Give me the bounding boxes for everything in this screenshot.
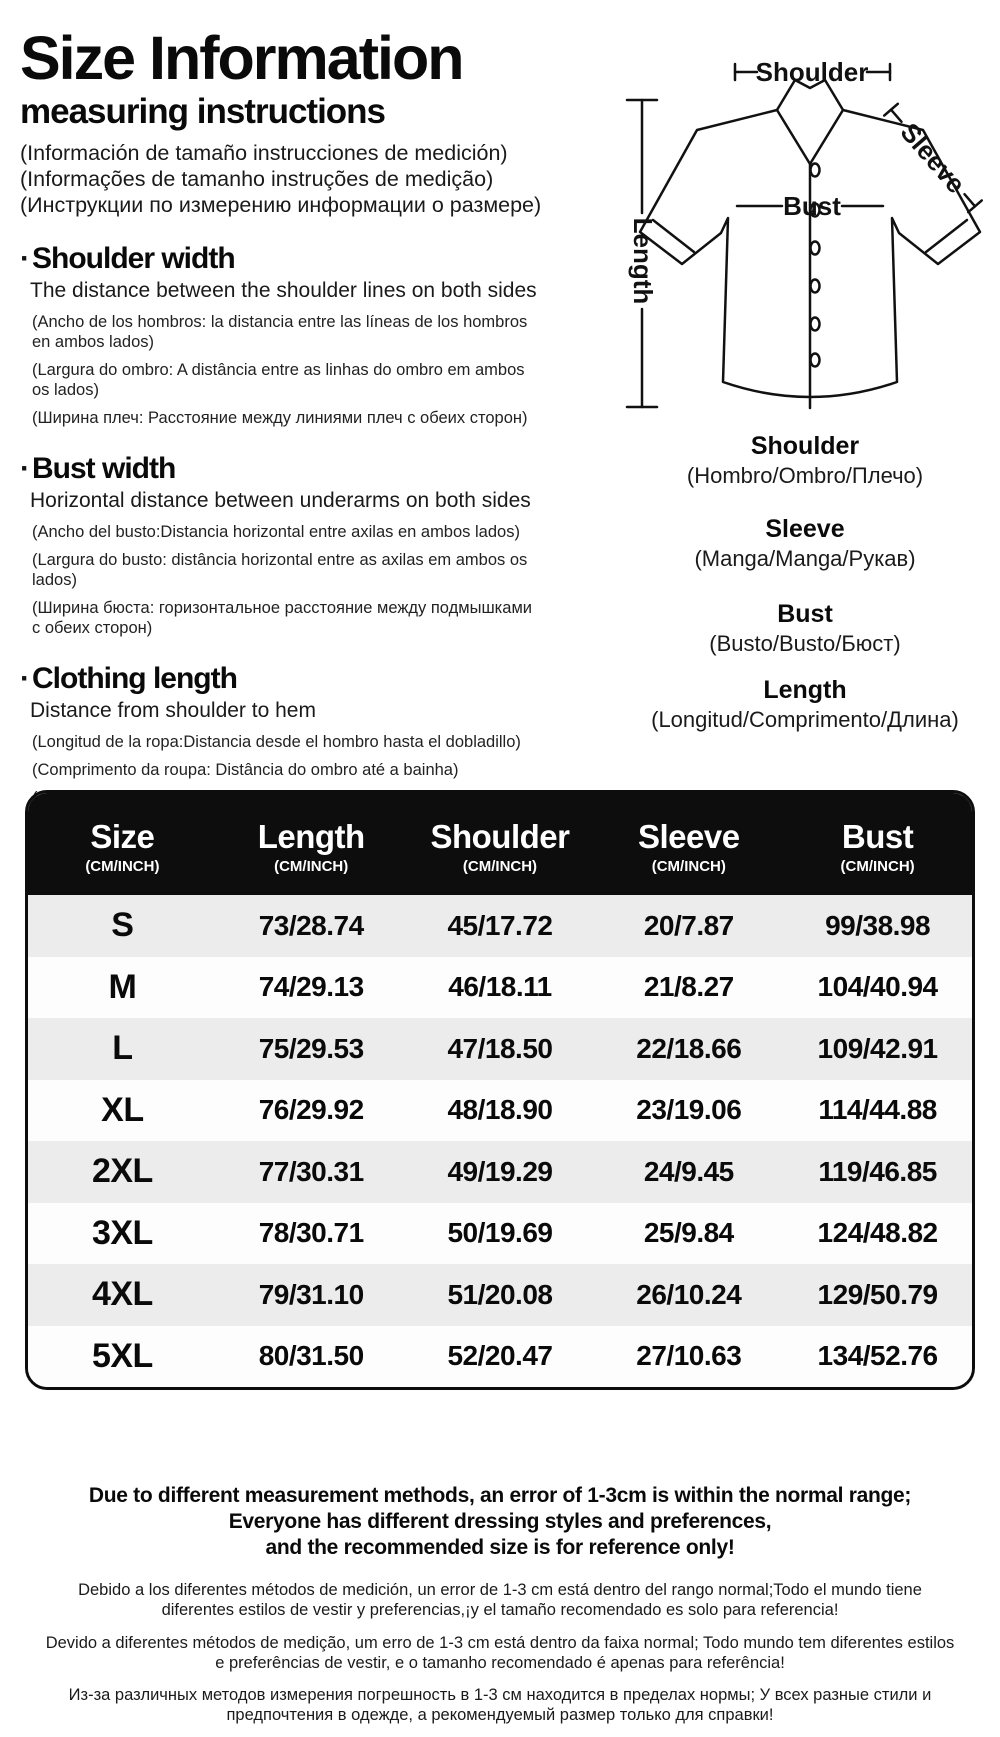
- column-unit: (CM/INCH): [651, 857, 726, 875]
- length-value: 76/29.92: [258, 1094, 364, 1126]
- legend-shoulder: [590, 432, 1000, 489]
- subtitle-translation-ru: (Инструкции по измерению информации о размере): [20, 192, 542, 217]
- shoulder-value: 46/18.11: [448, 971, 552, 1003]
- legend-term: Length: [763, 676, 847, 704]
- legend-bust: [590, 600, 1000, 657]
- size-table: [25, 790, 975, 1390]
- section-translation-ru: (Ширина плеч: Расстояние между линиями плеч с обеих сторон): [32, 408, 528, 427]
- page-subtitle: measuring instructions: [20, 92, 386, 131]
- sleeve-value: 25/9.84: [643, 1217, 734, 1249]
- section-translation-pt: (Largura do busto: distância horizontal entre as axilas em ambos os lados): [32, 550, 528, 589]
- size-value: XL: [101, 1090, 144, 1129]
- column-unit: (CM/INCH): [274, 857, 349, 875]
- column-unit: (CM/INCH): [840, 857, 915, 875]
- sleeve-value: 23/19.06: [636, 1094, 742, 1126]
- bust-value: 109/42.91: [817, 1032, 938, 1064]
- bust-value: 124/48.82: [817, 1217, 938, 1249]
- legend-translation: (Busto/Busto/Бюст): [709, 630, 901, 656]
- bullet-icon: ·: [20, 451, 30, 485]
- section-translation-ru: (Ширина бюста: горизонтальное расстояние между подмышками с обеих сторон): [32, 598, 533, 637]
- shoulder-label: Shoulder: [755, 57, 869, 87]
- section-translation-es: (Longitud de la ropa:Distancia desde el hombro hasta el dobladillo): [32, 732, 521, 751]
- legend-translation: (Longitud/Comprimento/Длина): [651, 706, 959, 732]
- legend-translation: (Manga/Manga/Рукав): [694, 545, 916, 571]
- sleeve-value: 22/18.66: [636, 1032, 742, 1064]
- column-header-sleeve: [594, 793, 783, 895]
- column-header-bust: [783, 793, 972, 895]
- length-label: Length: [628, 217, 658, 305]
- shirt-measurement-diagram: [545, 30, 1000, 422]
- length-value: 78/30.71: [258, 1217, 364, 1249]
- bust-value: 119/46.85: [818, 1155, 937, 1187]
- table-row-3xl: [28, 1203, 972, 1265]
- table-row-xl: [28, 1080, 972, 1142]
- table-row-l: [28, 1018, 972, 1080]
- bust-value: 129/50.79: [817, 1278, 938, 1310]
- column-label: Sleeve: [637, 817, 740, 855]
- section-title: Shoulder width: [32, 241, 235, 275]
- section-translation-es: (Ancho del busto:Distancia horizontal entre axilas en ambos lados): [32, 522, 520, 541]
- sleeve-value: 27/10.63: [636, 1340, 742, 1372]
- shoulder-value: 49/19.29: [447, 1155, 553, 1187]
- disclaimer-line: Everyone has different dressing styles and preferences,: [228, 1510, 772, 1533]
- table-row-2xl: [28, 1141, 972, 1203]
- section-clothing-length: [20, 662, 550, 808]
- column-label: Length: [257, 817, 365, 855]
- bullet-icon: ·: [20, 661, 30, 695]
- length-value: 75/29.53: [258, 1032, 364, 1064]
- disclaimer-line: Due to different measurement methods, an error of 1-3cm is within the normal range;: [88, 1484, 912, 1507]
- shoulder-value: 52/20.47: [447, 1340, 553, 1372]
- legend-length: [590, 676, 1000, 733]
- sleeve-value: 24/9.45: [643, 1155, 734, 1187]
- column-label: Shoulder: [430, 817, 570, 855]
- sleeve-value: 20/7.87: [643, 909, 734, 941]
- column-unit: (CM/INCH): [85, 857, 160, 875]
- length-measure-line: [627, 100, 658, 407]
- sleeve-value: 21/8.27: [643, 971, 734, 1003]
- disclaimer-translation-es: Debido a los diferentes métodos de medición, un error de 1-3 cm está dentro del rango normal;Todo el mundo tiene diferentes estilos de vestir y preferencias,¡y el tamaño recomendado es solo para referencia!: [78, 1581, 922, 1619]
- size-table-header: [28, 793, 972, 895]
- subtitle-translation-pt: (Informações de tamanho instruções de medição): [20, 166, 494, 191]
- instructions-column: [20, 24, 550, 808]
- shoulder-value: 48/18.90: [447, 1094, 553, 1126]
- bust-label: Bust: [783, 191, 841, 221]
- table-row-5xl: [28, 1326, 972, 1388]
- section-translation-es: (Ancho de los hombros: la distancia entre las líneas de los hombros en ambos lados): [32, 312, 528, 351]
- length-value: 74/29.13: [258, 971, 364, 1003]
- section-bust-width: [20, 452, 550, 638]
- length-value: 80/31.50: [258, 1340, 364, 1372]
- section-translation-pt: (Largura do ombro: A distância entre as linhas do ombro em ambos os lados): [32, 360, 525, 399]
- bust-value: 99/38.98: [825, 909, 931, 941]
- shoulder-value: 50/19.69: [447, 1217, 553, 1249]
- disclaimer-translation-pt: Devido a diferentes métodos de medição, um erro de 1-3 cm está dentro da faixa normal; Todo mundo tem diferentes estilos e preferências de vestir, e o tamanho recomendado é apenas para referência!: [45, 1634, 955, 1672]
- sleeve-label: Sleeve: [894, 117, 972, 199]
- legend-sleeve: [590, 515, 1000, 572]
- legend-term: Bust: [777, 600, 833, 628]
- section-title: Clothing length: [32, 661, 237, 695]
- column-unit: (CM/INCH): [462, 857, 538, 875]
- table-row-4xl: [28, 1264, 972, 1326]
- sleeve-value: 26/10.24: [636, 1278, 742, 1310]
- column-label: Bust: [841, 817, 914, 855]
- bullet-icon: ·: [20, 241, 30, 275]
- measurement-disclaimer: [40, 1483, 960, 1561]
- table-row-s: [28, 895, 972, 957]
- subtitle-translations: [20, 140, 550, 218]
- legend-translation: (Hombro/Ombro/Плечо): [686, 462, 924, 488]
- section-description: Distance from shoulder to hem: [30, 698, 316, 722]
- bust-value: 104/40.94: [817, 971, 938, 1003]
- bust-value: 114/44.88: [818, 1094, 937, 1126]
- disclaimer-line: and the recommended size is for reference only!: [265, 1536, 735, 1559]
- section-shoulder-width: [20, 242, 550, 428]
- size-value: 5XL: [91, 1336, 153, 1375]
- size-value: L: [112, 1029, 133, 1068]
- column-header-length: [217, 793, 406, 895]
- size-value: S: [111, 906, 134, 945]
- legend-term: Sleeve: [765, 515, 845, 543]
- size-value: 2XL: [91, 1152, 153, 1191]
- size-value: 4XL: [91, 1275, 153, 1314]
- section-translation-pt: (Comprimento da roupa: Distância do ombro até a bainha): [32, 760, 459, 779]
- column-header-shoulder: [406, 793, 595, 895]
- size-value: 3XL: [91, 1213, 153, 1252]
- shoulder-value: 51/20.08: [447, 1278, 553, 1310]
- section-title: Bust width: [32, 451, 176, 485]
- size-value: M: [108, 967, 137, 1006]
- table-row-m: [28, 957, 972, 1019]
- disclaimer-translation-ru: Из-за различных методов измерения погрешность в 1-3 см находится в пределах нормы; У всех разные стили и предпочтения в одежде, а рекомендуемый размер только для справки!: [68, 1686, 932, 1724]
- bust-value: 134/52.76: [817, 1340, 938, 1372]
- shoulder-measure-bracket: [735, 57, 890, 87]
- length-value: 73/28.74: [258, 909, 364, 941]
- column-label: Size: [90, 817, 155, 855]
- column-header-size: [28, 793, 217, 895]
- shoulder-value: 47/18.50: [447, 1032, 553, 1064]
- length-value: 77/30.31: [258, 1155, 364, 1187]
- subtitle-translation-es: (Información de tamaño instrucciones de medición): [20, 140, 508, 165]
- length-value: 79/31.10: [258, 1278, 364, 1310]
- section-description: The distance between the shoulder lines on both sides: [30, 278, 537, 302]
- section-description: Horizontal distance between underarms on both sides: [30, 488, 531, 512]
- page-title: Size Information: [20, 24, 463, 92]
- legend-term: Shoulder: [750, 432, 860, 460]
- shoulder-value: 45/17.72: [447, 909, 553, 941]
